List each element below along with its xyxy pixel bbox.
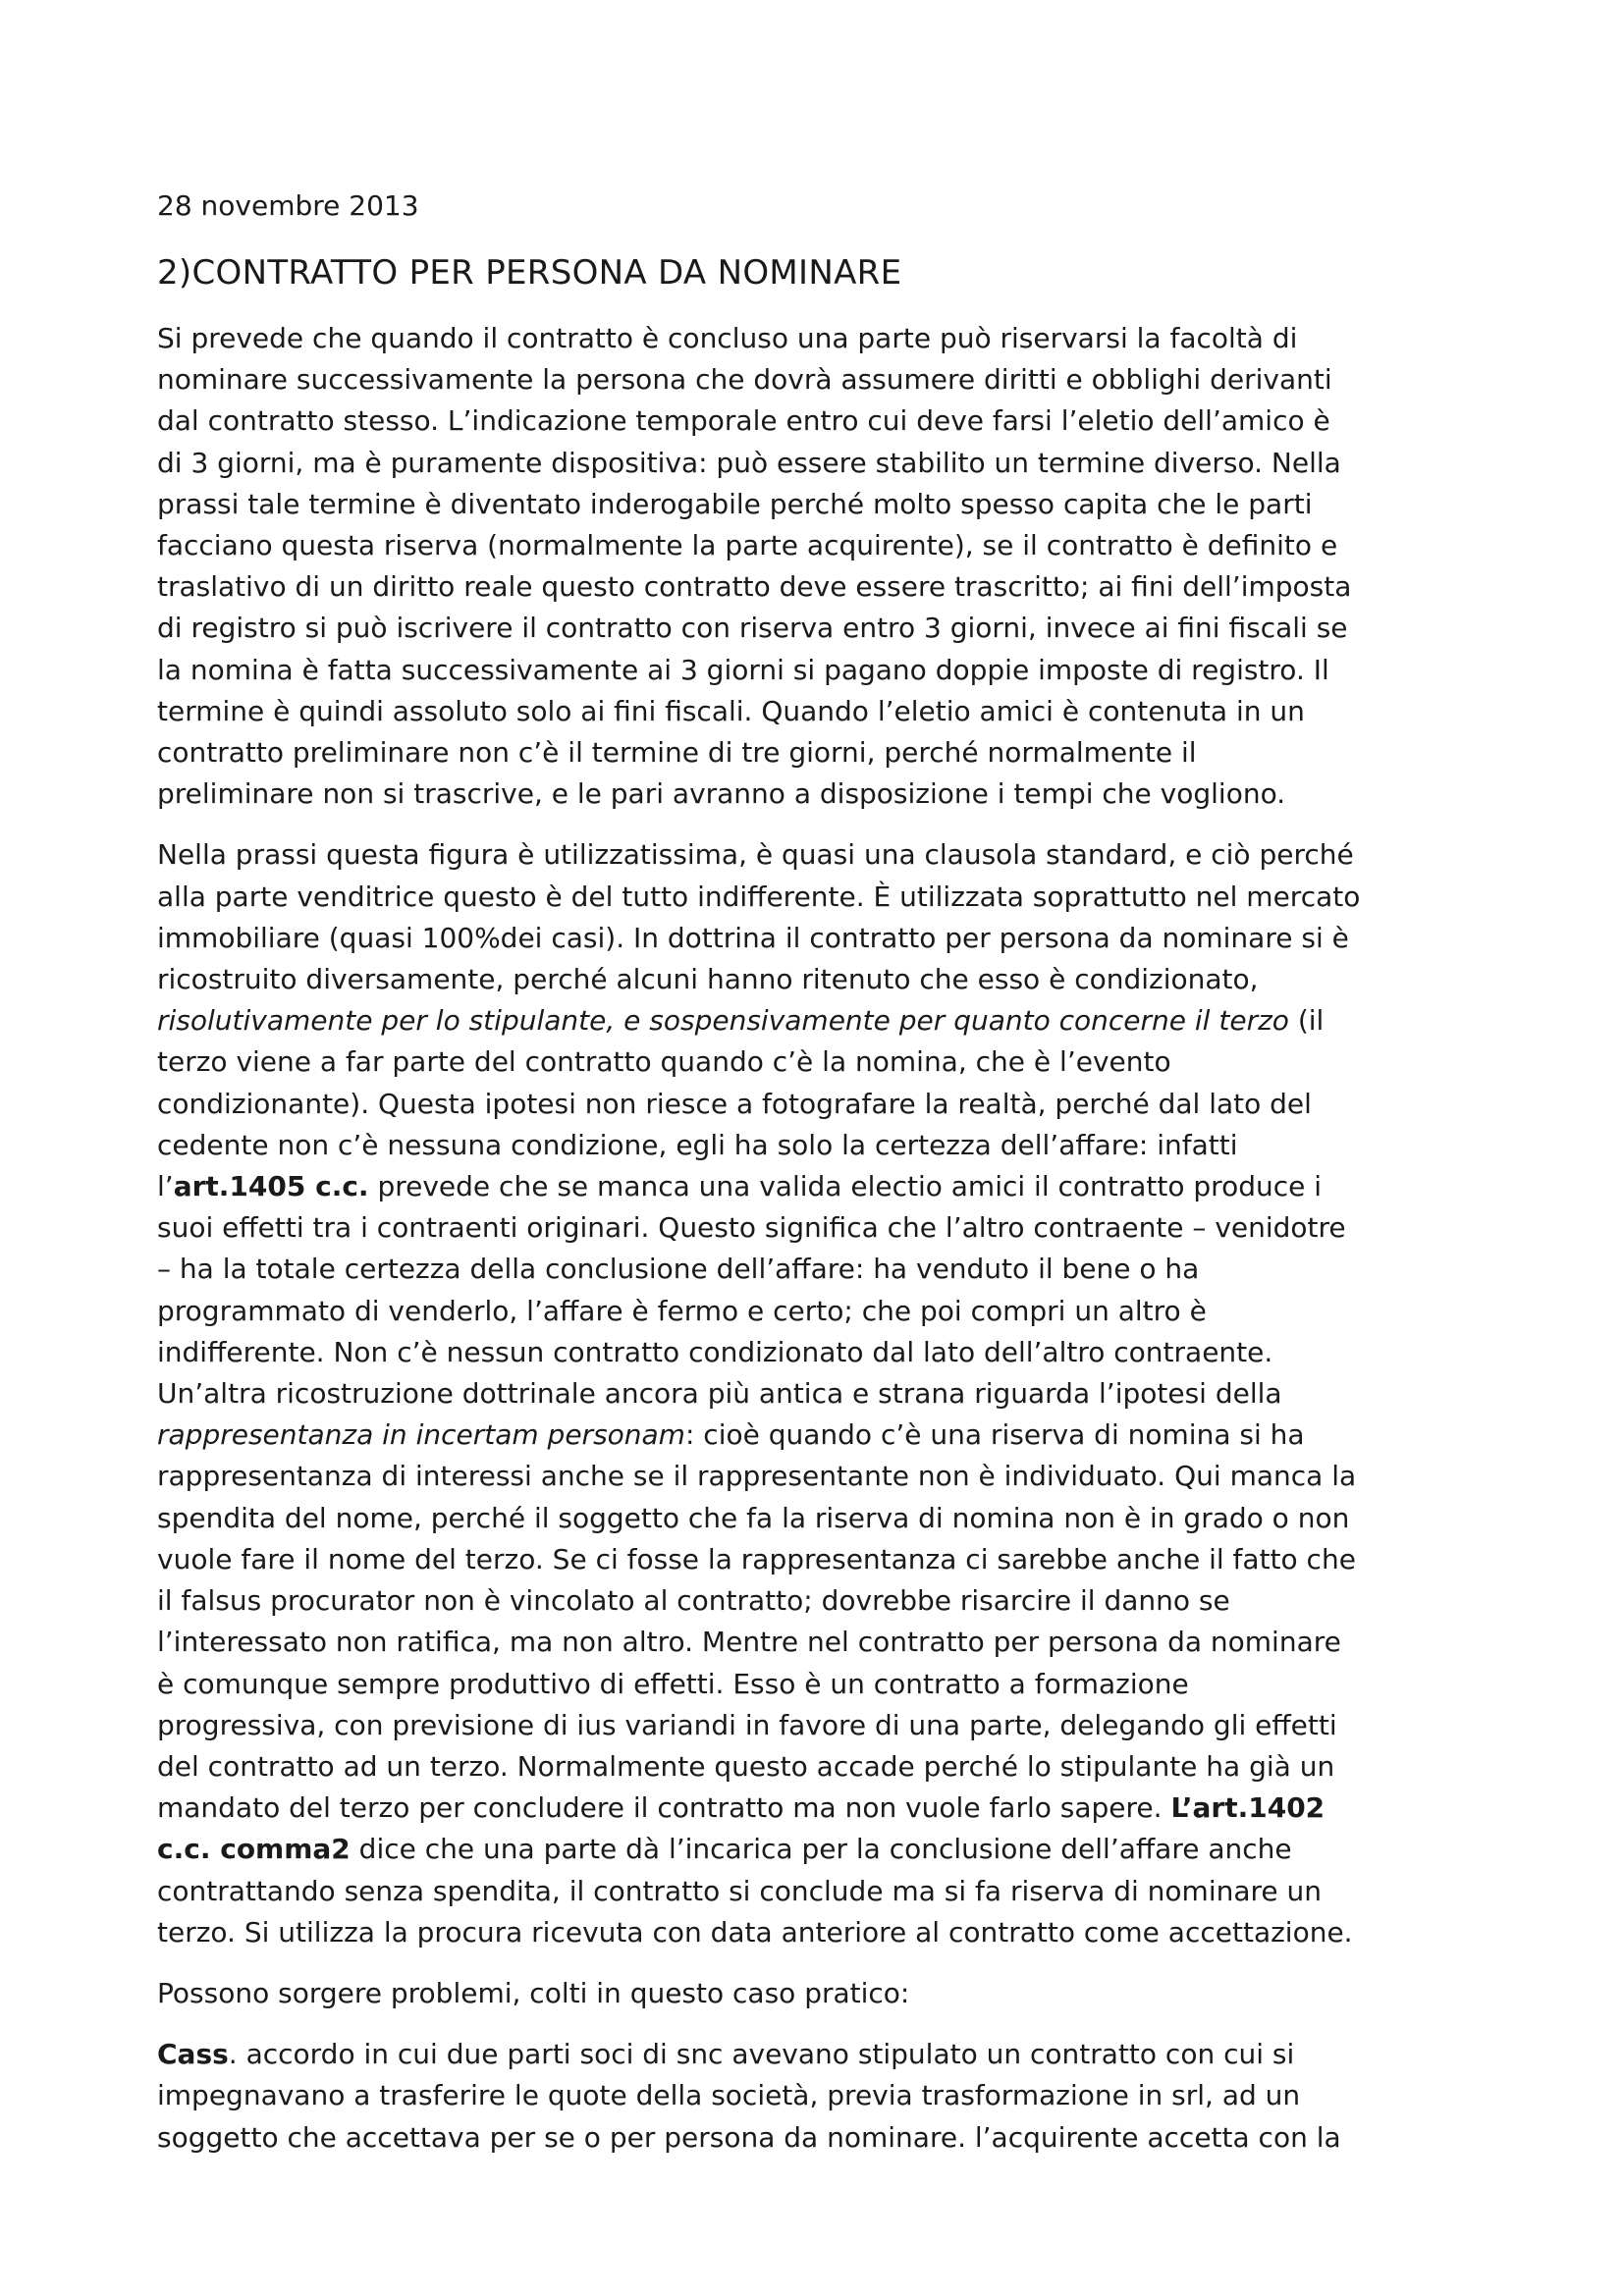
text-line: Si prevede che quando il contratto è concluso una parte può riservarsi la facoltà di: [157, 322, 1298, 354]
italic-phrase: rappresentanza in incertam personam: [157, 1418, 685, 1452]
bold-citation: c.c. comma2: [157, 1833, 351, 1866]
text-span: (il: [1288, 1004, 1325, 1038]
text-line: facciano questa riserva (normalmente la parte acquirente), se il contratto è definito e: [157, 529, 1338, 562]
text-line: spendita del nome, perché il soggetto che fa la riserva di nomina non è in grado o non: [157, 1501, 1350, 1534]
text-line: [157, 1000, 1488, 1041]
paragraph-2: [157, 834, 1488, 1952]
text-line: [157, 1788, 1488, 1829]
text-span: : cioè quando c’è una riserva di nomina si ha: [684, 1418, 1305, 1452]
text-line: cedente non c’è nessuna condizione, egli ha solo la certezza dell’affare: infatti: [157, 1128, 1238, 1161]
text-line: progressiva, con previsione di ius variandi in favore di una parte, delegando gli effetti: [157, 1708, 1337, 1741]
text-line: programmato di venderlo, l’affare è fermo e certo; che poi compri un altro è: [157, 1294, 1207, 1327]
text-line: il falsus procurator non è vincolato al contratto; dovrebbe risarcire il danno se: [157, 1584, 1230, 1618]
section-title: 2)CONTRATTO PER PERSONA DA NOMINARE: [157, 253, 902, 293]
bold-citation: L’art.1402: [1170, 1791, 1325, 1825]
text-line: alla parte venditrice questo è del tutto indifferente. È utilizzata soprattutto nel mercato: [157, 880, 1361, 913]
document-date: 28 novembre 2013: [157, 189, 419, 222]
text-line: preliminare non si trascrive, e le pari avranno a disposizione i tempi che vogliono.: [157, 777, 1286, 811]
text-line: traslativo di un diritto reale questo contratto deve essere trascritto; ai fini dell’imposta: [157, 570, 1352, 604]
document-page: [157, 187, 1488, 2178]
text-line: rappresentanza di interessi anche se il rappresentante non è individuato. Qui manca la: [157, 1460, 1357, 1493]
text-line: condizionante). Questa ipotesi non riesce a fotografare la realtà, perché dal lato del: [157, 1087, 1312, 1120]
text-line: è comunque sempre produttivo di effetti. Esso è un contratto a formazione: [157, 1667, 1189, 1700]
text-line: nominare successivamente la persona che dovrà assumere diritti e obblighi derivanti: [157, 363, 1332, 397]
text-line: la nomina è fatta successivamente ai 3 giorni si pagano doppie imposte di registro. Il: [157, 653, 1329, 686]
text-span: . accordo in cui due parti soci di snc avevano stipulato un contratto con cui si: [228, 2038, 1295, 2071]
text-line: [157, 1166, 1488, 1207]
text-line: Un’altra ricostruzione dottrinale ancora più antica e strana riguarda l’ipotesi della: [157, 1377, 1282, 1411]
text-line: – ha la totale certezza della conclusione dell’affare: ha venduto il bene o ha: [157, 1253, 1200, 1286]
text-line: dal contratto stesso. L’indicazione temporale entro cui deve farsi l’eletio dell’amico è: [157, 404, 1330, 438]
text-line: suoi effetti tra i contraenti originari. Questo significa che l’altro contraente – venidotre: [157, 1211, 1346, 1245]
text-line: [157, 2034, 1488, 2075]
text-line: immobiliare (quasi 100%dei casi). In dottrina il contratto per persona da nominare si è: [157, 921, 1349, 954]
italic-phrase: risolutivamente per lo stipulante, e sospensivamente per quanto concerne il terzo: [157, 1004, 1289, 1038]
text-line: [157, 1829, 1488, 1870]
text-line: vuole fare il nome del terzo. Se ci fosse la rappresentanza ci sarebbe anche il fatto che: [157, 1542, 1356, 1575]
text-span: prevede che se manca una valida electio amici il contratto produce i: [368, 1170, 1323, 1203]
paragraph-4: [157, 2034, 1488, 2159]
text-line: terzo. Si utilizza la procura ricevuta con data anteriore al contratto come accettazione.: [157, 1915, 1353, 1949]
text-line: [157, 1415, 1488, 1456]
bold-citation: Cass: [157, 2038, 229, 2071]
text-line: di registro si può iscrivere il contratto con riserva entro 3 giorni, invece ai fini fiscali se: [157, 612, 1348, 645]
text-span: mandato del terzo per concludere il contratto ma non vuole farlo sapere.: [157, 1791, 1171, 1825]
text-span: dice che una parte dà l’incarica per la conclusione dell’affare anche: [350, 1833, 1292, 1866]
text-line: impegnavano a trasferire le quote della società, previa trasformazione in srl, ad un: [157, 2079, 1301, 2112]
text-line: terzo viene a far parte del contratto quando c’è la nomina, che è l’evento: [157, 1045, 1171, 1079]
text-line: di 3 giorni, ma è puramente dispositiva: può essere stabilito un termine diverso. Nella: [157, 446, 1341, 479]
text-span: l’: [157, 1170, 174, 1203]
text-line: del contratto ad un terzo. Normalmente questo accade perché lo stipulante ha già un: [157, 1749, 1335, 1783]
text-line: Nella prassi questa figura è utilizzatissima, è quasi una clausola standard, e ciò perché: [157, 838, 1354, 872]
text-line: l’interessato non ratifica, ma non altro. Mentre nel contratto per persona da nominare: [157, 1626, 1341, 1659]
text-line: contratto preliminare non c’è il termine di tre giorni, perché normalmente il: [157, 736, 1197, 770]
text-line: contrattando senza spendita, il contratto si conclude ma si fa riserva di nominare un: [157, 1874, 1323, 1907]
text-line: indifferente. Non c’è nessun contratto condizionato dal lato dell’altro contraente.: [157, 1335, 1273, 1368]
text-line: termine è quindi assoluto solo ai fini fiscali. Quando l’eletio amici è contenuta in un: [157, 694, 1305, 727]
paragraph-3: Possono sorgere problemi, colti in questo caso pratico:: [157, 1976, 910, 2009]
text-line: ricostruito diversamente, perché alcuni hanno ritenuto che esso è condizionato,: [157, 963, 1259, 996]
text-line: soggetto che accettava per se o per persona da nominare. l’acquirente accetta con la: [157, 2120, 1341, 2154]
bold-citation: art.1405 c.c.: [173, 1170, 369, 1203]
paragraph-1: [157, 318, 1488, 815]
text-line: prassi tale termine è diventato inderogabile perché molto spesso capita che le parti: [157, 487, 1313, 520]
